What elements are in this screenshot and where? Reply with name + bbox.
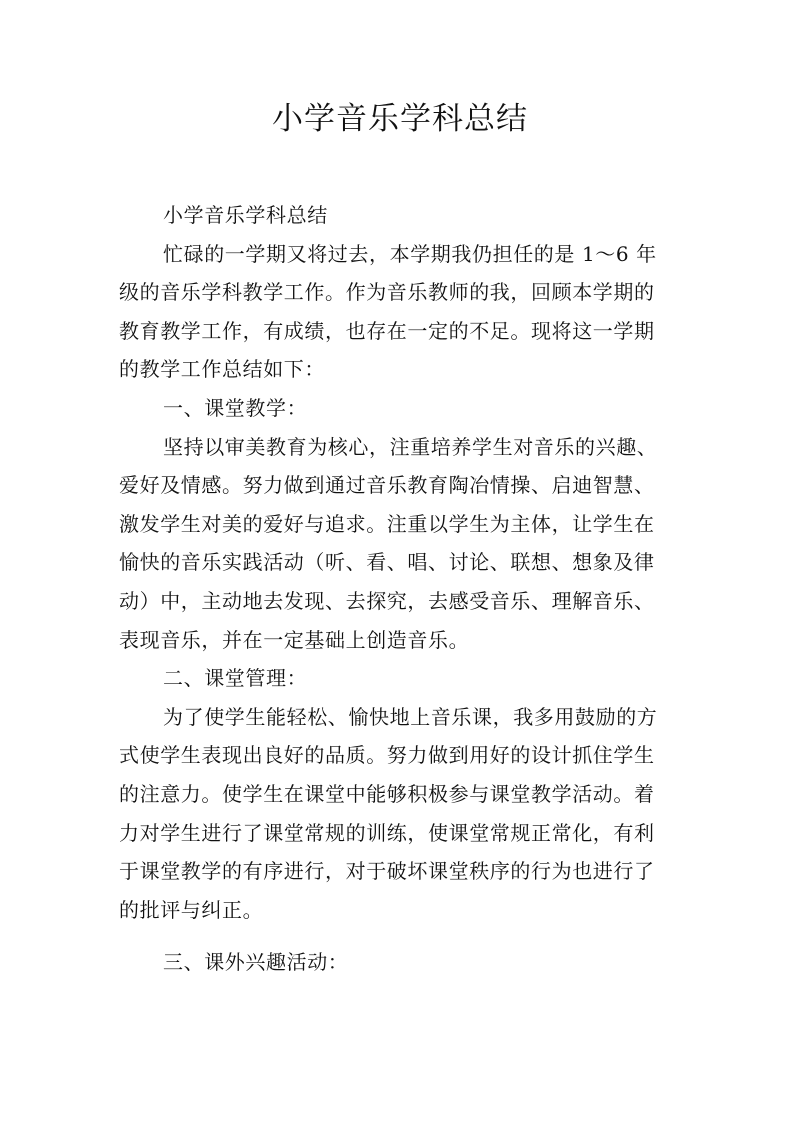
section-heading: 三、课外兴趣活动： — [163, 950, 349, 975]
paragraph-line: 级的音乐学科教学工作。作为音乐教师的我，回顾本学期的 — [119, 280, 655, 305]
paragraph-line: 爱好及情感。努力做到通过音乐教育陶冶情操、启迪智慧、 — [119, 473, 655, 498]
paragraph-line: 的教学工作总结如下： — [119, 357, 325, 382]
paragraph-line: 动）中，主动地去发现、去探究，去感受音乐、理解音乐、 — [119, 588, 655, 613]
paragraph-line: 表现音乐，并在一定基础上创造音乐。 — [119, 627, 470, 652]
section-heading: 二、课堂管理： — [163, 666, 308, 691]
paragraph-line: 的批评与纠正。 — [119, 897, 264, 922]
paragraph-line: 愉快的音乐实践活动（听、看、唱、讨论、联想、想象及律 — [119, 550, 655, 575]
paragraph-line: 坚持以审美教育为核心，注重培养学生对音乐的兴趣、 — [163, 434, 658, 459]
paragraph-line: 力对学生进行了课堂常规的训练，使课堂常规正常化，有利 — [119, 820, 655, 845]
paragraph-line: 忙碌的一学期又将过去，本学期我仍担任的是 1～6 年 — [163, 241, 657, 266]
paragraph-line: 激发学生对美的爱好与追求。注重以学生为主体，让学生在 — [119, 511, 655, 536]
section-heading: 一、课堂教学： — [163, 395, 308, 420]
paragraph-line: 为了使学生能轻松、愉快地上音乐课，我多用鼓励的方 — [163, 704, 658, 729]
subtitle-line: 小学音乐学科总结 — [163, 203, 328, 227]
document-body — [119, 196, 687, 982]
paragraph-line: 教育教学工作，有成绩，也存在一定的不足。现将这一学期 — [119, 318, 655, 343]
paragraph-line: 的注意力。使学生在课堂中能够积极参与课堂教学活动。着 — [119, 781, 655, 806]
paragraph-line: 式使学生表现出良好的品质。努力做到用好的设计抓住学生 — [119, 743, 655, 768]
spacer — [119, 929, 687, 943]
document-title: 小学音乐学科总结 — [272, 101, 528, 137]
paragraph-line: 于课堂教学的有序进行，对于破坏课堂秩序的行为也进行了 — [119, 859, 655, 884]
